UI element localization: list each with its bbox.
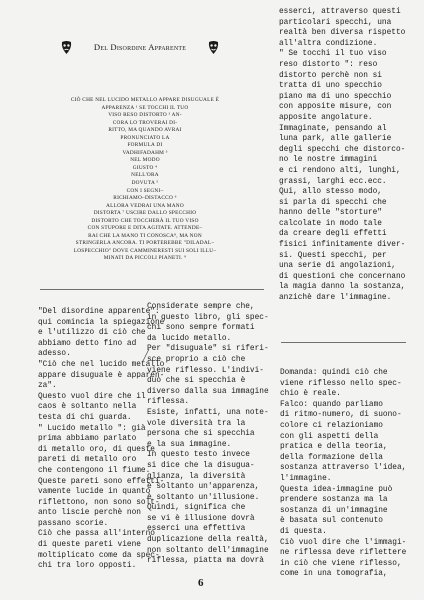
text-line: come in una tomografia, [280, 570, 388, 579]
text-line: chi sono sempre formati [147, 324, 255, 333]
poem-line: APPARENZA ¹ SE TOCCHI IL TUO [101, 104, 189, 111]
text-line: moltiplicato come da spec- [38, 551, 160, 560]
text-line: con gli aspetti della [280, 432, 379, 441]
text-line: diverso dalla sua immagine [147, 387, 269, 396]
text-line: riflettono, non sono solt- [38, 498, 160, 507]
text-line: apposite angolature. [279, 113, 373, 122]
text-line: da creare degli effetti [279, 230, 387, 239]
text-line: di metallo oro, di queste [38, 445, 155, 454]
text-line: esserci una effettiva [147, 525, 246, 534]
text-line: Questo vuol dire che il [38, 392, 146, 401]
text-line: non soltanto dell'immagine [147, 546, 269, 555]
chapter-title: Del Disordine Apparente [93, 42, 187, 52]
text-line: Considerate sempre che, [147, 303, 255, 311]
text-line: che contengono il fiume. [38, 466, 151, 475]
commentary-column-bottom-right [280, 368, 420, 580]
text-line: vole diversità tra la [147, 419, 246, 428]
text-line: riflessa, piatta ma dovrà [147, 557, 264, 566]
tragedy-mask-icon [60, 40, 73, 55]
text-line: grassi, larghi ecc.ecc. [279, 177, 387, 186]
poem-line: ALLORA VEDRAI UNA MANO [106, 202, 184, 209]
poem-line: RITTO, MA QUANDO AVRAI [108, 127, 182, 134]
text-line: distorto perchè non si [279, 71, 382, 80]
text-line: duo che si specchia è [147, 377, 246, 386]
text-line: prendere sostanza ma la [280, 496, 388, 505]
poem-line: LOSPECCHIO" DOVE CAMMINERESTI SUI SOLI ILLU– [73, 247, 217, 254]
text-line: prima abbiamo parlato [38, 435, 137, 444]
text-line: della formazione della [280, 453, 383, 462]
text-line: in questo libro, gli spec- [147, 313, 269, 322]
text-line: anzichè dare l'immagine. [279, 294, 392, 303]
poem-line: CORA LO TROVERAI DI- [112, 119, 178, 126]
page-number: 6 [198, 577, 204, 589]
poem-line: FORMULA DI [127, 142, 163, 149]
text-line: colore ci relazioniamo [280, 421, 383, 430]
text-line: " Lucido metallo ": già [38, 424, 146, 433]
text-line: anto liscie perchè non [38, 509, 141, 518]
text-line: piano ma di uno specchio [279, 92, 392, 101]
text-line: Qui, allo stesso modo, [279, 188, 382, 197]
text-line: riflessa. [147, 398, 190, 407]
text-line: una serie di angolazioni, [279, 262, 396, 271]
text-line: sostanza di un'immagine [280, 506, 388, 515]
text-line: Ciò che passa all'interno [38, 530, 155, 539]
text-line: vamente lucide in quanto [38, 488, 151, 497]
text-line: pareti di metallo oro [38, 456, 137, 465]
text-line: è soltanto un'apparenza, [147, 483, 260, 492]
text-line: Per "disuguale" si riferi- [147, 345, 269, 354]
text-line: è basata sul contenuto [280, 517, 383, 526]
text-line: persona che si specchia [147, 430, 255, 439]
text-line: duplicazione della realtà, [147, 536, 269, 545]
text-line: e la sua immagine. [147, 440, 232, 449]
text-line: Falco: quando parliamo [280, 400, 383, 409]
poem-line: NELL'ORA [131, 172, 159, 179]
text-line: si. Questi specchi, per [279, 251, 387, 260]
text-line: se vi è illusione dovrà [147, 514, 255, 523]
text-line: la magia danno la sostanza, [279, 283, 406, 292]
text-line: no le nostre immagini [279, 156, 378, 165]
poem-line: RAI CHE LA MANO TI CONOSCA⁸, MA NON [88, 232, 202, 239]
text-line: chi tra loro opposti. [38, 562, 137, 571]
text-line: caos è soltanto nella [38, 403, 137, 412]
text-line: l'immagine. [280, 474, 332, 483]
text-line: è soltanto un'illusione. [147, 493, 260, 502]
text-line: Domanda: quindi ciò che [280, 369, 388, 377]
text-line: all'altra condizione. [279, 39, 378, 48]
text-line: tratta di uno specchio [279, 82, 382, 91]
poem-line: STRINGERLA ANCORA. TI PORTEREBBE "DILADAL– [75, 240, 215, 247]
text-line: Queste pareti sono effetti- [38, 477, 165, 486]
comedy-mask-icon [207, 40, 220, 55]
text-line: e l'utilizzo di ciò che [38, 329, 146, 338]
text-line: hanno delle "storture" [279, 209, 382, 218]
text-line: si parla di specchi che [279, 198, 387, 207]
text-line: di queste pareti viene [38, 541, 141, 550]
commentary-column-top-right [279, 7, 419, 304]
text-line: passano scorie. [38, 519, 109, 528]
commentary-column-bottom-middle [147, 302, 267, 567]
section-divider-right [281, 342, 406, 343]
poem-line: NEL MODO [130, 157, 160, 164]
poem-line: DISTORTO CHE TOCCHERÀ IL TUO VISO [91, 217, 199, 224]
text-line: Questa idea-immagine può [280, 485, 393, 494]
text-line: luna park, alle gallerie [279, 135, 392, 144]
poem-line: DISTORTA ⁷ USCIRE DALLO SPECCHIO [93, 210, 197, 217]
text-line: degli specchi che distorco- [279, 145, 406, 154]
text-line: di questa. [280, 527, 327, 536]
text-line: Immaginate, pensando al [279, 124, 387, 133]
poem-line: VISO RESO DISTORTO ² AN- [108, 112, 182, 119]
text-line: qui comincia la spiegazione [38, 318, 165, 327]
text-line: adesso. [38, 350, 71, 359]
text-line: Esiste, infatti, una note- [147, 408, 269, 417]
poem-line: PRONUNCIATO LA [120, 134, 170, 141]
text-line: In questo testo invece [147, 451, 250, 460]
text-line: "Del disordine apparente": [38, 308, 160, 316]
text-line: calcolate in modo tale [279, 219, 382, 228]
text-line: " Se tocchi il tuo viso [279, 50, 387, 59]
commentary-column-bottom-left [38, 307, 165, 572]
text-line: za". [38, 382, 57, 391]
text-line: con apposite misure, con [279, 103, 392, 112]
poem-line: CIÒ CHE NEL LUCIDO METALLO APPARE DISUGUALE È [70, 97, 220, 103]
poem-line: RICHIAMO–DISTACCO ⁶ [113, 195, 177, 202]
text-line: in ciò che viene riflesso, [280, 559, 402, 568]
text-line: realtà ben diversa rispetto [279, 29, 406, 38]
text-line: ne riflessa deve riflettere [280, 549, 407, 558]
text-line: appare disuguale è apparen- [38, 371, 165, 380]
text-line: sce proprio a ciò che [147, 355, 246, 364]
section-divider-left [40, 289, 264, 290]
poem-line: GIUSTO ⁴ [132, 164, 158, 171]
text-line: e ci rendono alti, lunghi, [279, 166, 401, 175]
text-line: testa di chi guarda. [38, 413, 132, 422]
poem-line: CON STUPORE E DITA AGITATE. ATTENDE– [87, 225, 203, 232]
text-line: Ciò vuol dire che l'immagi- [280, 538, 407, 547]
text-line: reso distorto ": reso [279, 60, 378, 69]
text-line: esserci, attraverso questi [279, 8, 401, 16]
text-line: viene riflesso nello spec- [280, 379, 402, 388]
text-line: fisici infinitamente diver- [279, 241, 406, 250]
poem-line: MINATI DA PICCOLI PIANETI. ⁹ [103, 255, 187, 262]
poem-line: VADHIFADAHM ³ [122, 149, 168, 156]
text-line: di questioni che concernano [279, 272, 406, 281]
text-line: chio è reale. [280, 390, 341, 399]
chapter-title-row [60, 38, 220, 56]
text-line: "Ciò che nel lucido metallo [38, 360, 165, 369]
poem-line: DOVUTA ⁵ [131, 180, 159, 187]
text-line: viene riflesso. L'indivi- [147, 366, 264, 375]
text-line: sostanza attraverso l'idea, [280, 464, 407, 473]
text-line: di ritmo-numero, di suono- [280, 411, 402, 420]
text-line: particolari specchi, una [279, 18, 392, 27]
text-line: da lucido metallo. [147, 334, 232, 343]
text-line: pratica e della teoria, [280, 443, 388, 452]
text-line: abbiamo detto fino ad [38, 339, 137, 348]
text-line: glianza, la diversità [147, 472, 246, 481]
text-line: si dice che la disugua- [147, 461, 255, 470]
text-line: Quindi, significa che [147, 504, 246, 513]
poem-text [55, 97, 235, 263]
poem-line: CON I SEGNI– [126, 187, 164, 194]
